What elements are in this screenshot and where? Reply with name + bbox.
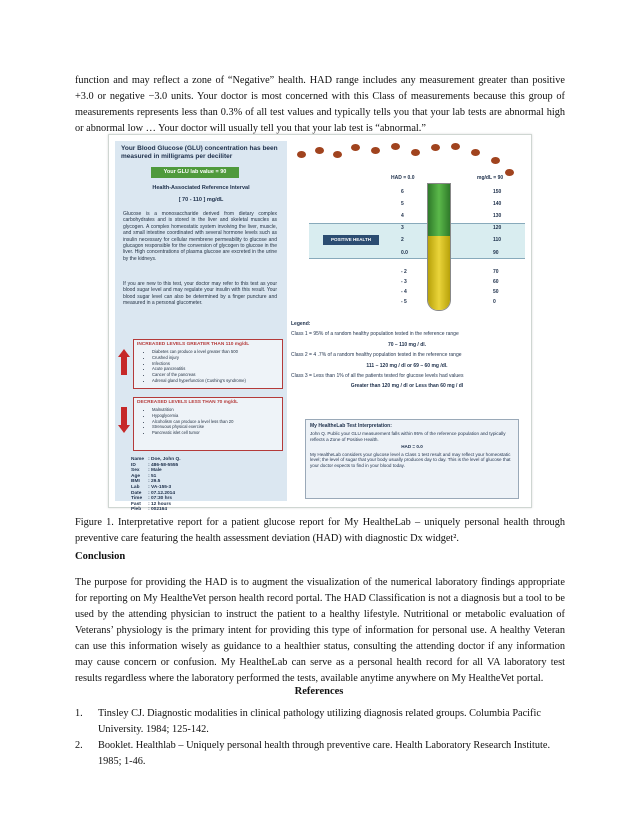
dot-icon <box>391 143 400 150</box>
mg-tick-label: 60 <box>493 279 499 285</box>
patient-field-value: : 07.12.2014 <box>148 490 176 496</box>
interpretation-text-1: John Q. Public your GLU measurement falls within 95% of the reference population and typically reflects a Zone of Positive Health. <box>310 431 506 442</box>
interpretation-had: HAD = 0.0 <box>401 444 423 450</box>
patient-field-value: : 51 <box>148 473 157 479</box>
reference-number: 2. <box>75 740 83 751</box>
had-tick-label: - 4 <box>401 289 407 295</box>
decreased-list <box>134 407 282 436</box>
dot-icon <box>411 149 420 156</box>
patient-field-label: Age <box>131 473 141 479</box>
decreased-item: • Alcoholism can produce a level less than 20 <box>152 419 282 425</box>
patient-field-label: Sex <box>131 468 140 474</box>
legend <box>291 321 523 394</box>
mg-tick-label: 90 <box>493 250 499 256</box>
patient-field-value: : 07:30 hrs <box>148 496 173 502</box>
dot-icon <box>451 143 460 150</box>
arrow-down-icon <box>118 425 130 433</box>
interpretation-box <box>305 419 519 499</box>
had-tick-label: 4 <box>401 213 404 219</box>
increased-item: • Diabetes can produce a level greater than 500 <box>152 349 282 355</box>
class3-text: Class 3 = Less than 1% of all the patients tested for glucose levels had values <box>291 373 464 380</box>
conclusion-heading: Conclusion <box>75 551 126 562</box>
reference-text: Tinsley CJ. Diagnostic modalities in clinical pathology utilizing diagnosis related groups. Columbia Pacific University. 1984; 125-142. <box>98 708 541 735</box>
patient-field-label: Fast <box>131 501 141 507</box>
patient-field-value: : 12 hours <box>148 501 172 507</box>
dot-icon <box>491 157 500 164</box>
had-tick-label: 0.0 <box>401 250 408 256</box>
had-tick-label: - 5 <box>401 299 407 305</box>
increased-list <box>134 349 282 384</box>
reference-text: Booklet. Healthlab – Uniquely personal health through preventive care. Health Laboratory Research Institute. 1985; 1-46. <box>98 740 551 767</box>
mg-tick-label: 140 <box>493 201 502 207</box>
patient-field-label: Time <box>131 496 143 502</box>
patient-field-label: ID <box>131 462 136 468</box>
increased-title: INCREASED LEVELS GREATER THAN 110 mg/dL <box>137 342 250 347</box>
class2-text: Class 2 = 4 .7% of a random healthy population tested in the reference range <box>291 352 462 359</box>
patient-info-table <box>131 457 185 513</box>
test-tube <box>427 183 451 311</box>
patient-field-value: : 29.5 <box>148 479 161 485</box>
report-left-panel <box>115 141 287 513</box>
patient-field-value: : 486-58-5555 <box>148 462 179 468</box>
had-tick-label: 6 <box>401 189 404 195</box>
mg-tick-label: 50 <box>493 289 499 295</box>
increased-item: • Crushed injury <box>152 355 282 361</box>
mg-tick-label: 70 <box>493 269 499 275</box>
had-tick-label: 5 <box>401 201 404 207</box>
interval-title: Health-Associated Reference Interval <box>152 185 250 191</box>
decreased-item: • Hypoglycemia <box>152 413 282 419</box>
report-figure <box>108 134 532 513</box>
tube-yellow-fill <box>428 236 450 310</box>
tube-green-fill <box>428 184 450 236</box>
figure-caption: Figure 1. Interpretative report for a patient glucose report for My HealtheLab – uniquely personal health through preventive care featuring the health assessment deviation (HAD) with diagnostic Dx widget². <box>75 517 565 544</box>
interpretation-text-2: My HealtheLab considers your glucose level a Class 1 test result and may reflect your homeostatic level; the level of sugar that your body usually produces day to day. This is the level of glucose that your doctor expects to find in your blood today. <box>310 451 511 468</box>
increased-item: • Infections <box>152 361 282 367</box>
class2-range: 111 – 120 mg / dl or 69 – 60 mg /dl. <box>366 362 448 369</box>
reference-number: 1. <box>75 708 83 719</box>
had-tick-label: - 3 <box>401 279 407 285</box>
decreased-item: • Strenuous physical exercise <box>152 424 282 430</box>
arrow-up-stem <box>121 357 127 375</box>
dot-icon <box>315 147 324 154</box>
mg-tick-label: 150 <box>493 189 502 195</box>
patient-field-label: BMI <box>131 479 140 485</box>
patient-field-label: Date <box>131 490 142 496</box>
mg-tick-label: 120 <box>493 225 502 231</box>
patient-field-value: : VA-155-3 <box>148 484 172 490</box>
patient-row <box>131 457 185 463</box>
class1-range: 70 – 110 mg / dl. <box>387 341 427 348</box>
patient-field-value: : Male <box>148 468 162 474</box>
had-header: HAD = 0.0 <box>391 175 415 181</box>
intro-paragraph: function and may reflect a zone of “Negative” health. HAD range includes any measurement greater than positive +3.0 or negative −3.0 units. Your doctor is most concerned with this Class of measurements because this group of measurements represents less than 0.3% of all test values and typically tells you that your lab tests are abnormal high or abnormal low … Your doctor will usually tell you that your lab test is “abnormal.” <box>75 75 565 134</box>
increased-levels-box <box>133 339 283 389</box>
dot-icon <box>371 147 380 154</box>
patient-row <box>131 507 185 513</box>
doctor-advice: If you are new to this test, your doctor may refer to this test as your blood sugar level and may regulate your insulin with this result. Your blood sugar level can also be determined by a finger puncture and measured in a personal glucometer. <box>123 281 277 307</box>
dot-icon <box>297 151 306 158</box>
increased-item: • Cancer of the pancreas <box>152 372 282 378</box>
patient-field-label: Name <box>131 457 145 462</box>
mg-tick-label: 130 <box>493 213 502 219</box>
patient-field-label: Pleb <box>131 507 142 513</box>
report-header: Your Blood Glucose (GLU) concentration has been measured in milligrams per deciliter <box>121 145 278 160</box>
lab-value-box: Your GLU lab value = 90 <box>151 167 239 178</box>
mg-tick-label: 0 <box>493 299 496 305</box>
conclusion-text: The purpose for providing the HAD is to augment the visualization of the numerical laboratory findings appropriate for reporting on My HealtheVet person health record portal. The HAD Classification is not a diagnosis but a tool to be used by the attending physician to instruct the patient to a healthy lifestyle. Nutritional or metabolic evaluation of Veterans’ physiology is the primary intent for providing this type of information for personal use. A healthy Veteran can use this information wisely as guidance to a healthier status, consulting the attending doctor if any information may cause concern or confusion. My HealtheLab can serve as a personal health record for all VA laboratory test results regardless where the laboratory performed the tests, available anytime anywhere on My HealtheVet portal. <box>75 577 565 684</box>
interpretation-title: My HealtheLab Test Interpretation: <box>310 423 392 429</box>
dot-icon <box>431 144 440 151</box>
class1-text: Class 1 = 95% of a random healthy population tested in the reference range <box>291 331 459 338</box>
patient-field-value: : Doe, John Q. <box>148 457 181 462</box>
class3-range: Greater than 120 mg / dl or Less than 60 mg / dl <box>350 383 464 390</box>
reference-item <box>75 706 565 738</box>
had-tick-label: 2 <box>401 237 404 243</box>
legend-title: Legend: <box>291 321 311 327</box>
had-scale <box>309 175 525 317</box>
references-heading: References <box>294 686 344 697</box>
dot-icon <box>333 151 342 158</box>
interval-range: [ 70 - 110 ] mg/dL <box>178 197 224 203</box>
patient-field-label: Lab <box>131 484 140 490</box>
patient-field-value: : 002164 <box>148 507 168 513</box>
had-tick-label: - 2 <box>401 269 407 275</box>
had-tick-label: 3 <box>401 225 404 231</box>
decreased-title: DECREASED LEVELS LESS THAN 70 mg/dL <box>137 400 239 405</box>
decreased-item: • Pancreatic islet cell tumor <box>152 430 282 436</box>
decreased-item: • Malnutrition <box>152 407 282 413</box>
dot-icon <box>471 149 480 156</box>
reference-item <box>75 738 565 770</box>
mg-header: mg/dL = 90 <box>477 175 504 181</box>
mg-tick-label: 110 <box>493 237 502 243</box>
arrow-up-icon <box>118 349 130 357</box>
positive-health-label: POSITIVE HEALTH <box>323 235 379 245</box>
increased-item: • Acute pancreatitis <box>152 366 282 372</box>
glucose-description: Glucose is a monosaccharide derived from dietary complex carbohydrates and is stored in the liver and skeletal muscles as glycogen. A complex homeostatic system involving the liver, muscle, and small intestine coordinated with several hormone levels such as insulin necessary for cellular membrene permeability to glucose and glucagon responsible for the conversion of glycogen to glucose in the liver. High concentrations of plasma glucose are excreted in the urine by the kidneys. <box>123 211 277 262</box>
increased-item: • Adrenal gland hyperfunction (Cushing's syndrome) <box>152 378 282 384</box>
dot-icon <box>351 144 360 151</box>
decreased-levels-box <box>133 397 283 451</box>
arrow-down-stem <box>121 407 127 425</box>
